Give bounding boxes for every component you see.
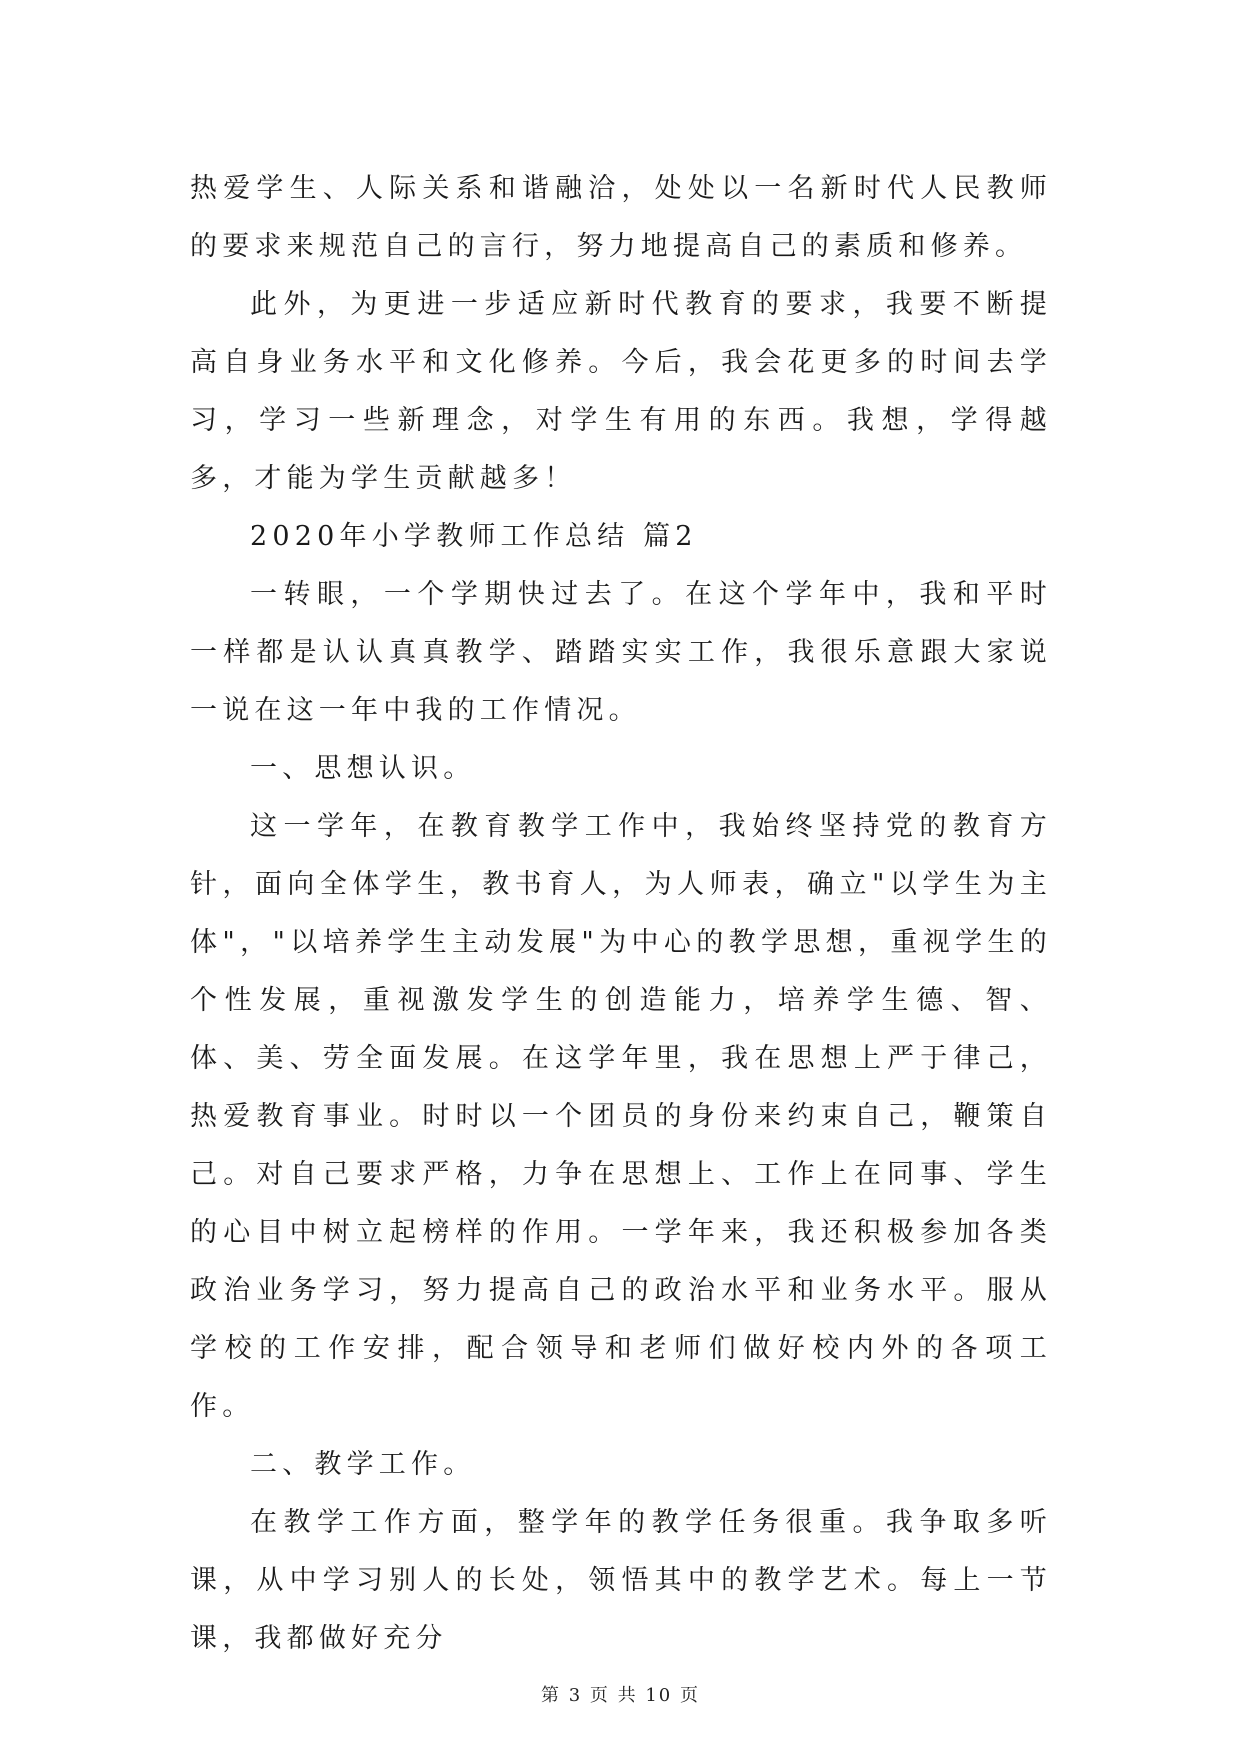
paragraph-intro: 一转眼，一个学期快过去了。在这个学年中，我和平时一样都是认认真真教学、踏踏实实工作，我很乐意跟大家说一说在这一年中我的工作情况。 — [190, 579, 1052, 726]
section-title: 2020年小学教师工作总结 篇2 — [250, 521, 698, 552]
paragraph-continuation: 热爱学生、人际关系和谐融洽，处处以一名新时代人民教师的要求来规范自己的言行，努力地提高自己的素质和修养。 — [190, 173, 1052, 262]
document-body — [190, 160, 1052, 1668]
heading-ideology: 一、思想认识。 — [250, 753, 476, 784]
paragraph-teaching: 在教学工作方面，整学年的教学任务很重。我争取多听课，从中学习别人的长处，领悟其中的教学艺术。每上一节课，我都做好充分 — [190, 1507, 1052, 1654]
paragraph-self-improvement: 此外，为更进一步适应新时代教育的要求，我要不断提高自身业务水平和文化修养。今后，我会花更多的时间去学习，学习一些新理念，对学生有用的东西。我想，学得越多，才能为学生贡献越多！ — [190, 289, 1052, 494]
heading-teaching: 二、教学工作。 — [250, 1449, 476, 1480]
paragraph-ideology: 这一学年，在教育教学工作中，我始终坚持党的教育方针，面向全体学生，教书育人，为人师表，确立"以学生为主体"，"以培养学生主动发展"为中心的教学思想，重视学生的个性发展，重视激发学生的创造能力，培养学生德、智、体、美、劳全面发展。在这学年里，我在思想上严于律己，热爱教育事业。时时以一个团员的身份来约束自己，鞭策自己。对自己要求严格，力争在思想上、工作上在同事、学生的心目中树立起榜样的作用。一学年来，我还积极参加各类政治业务学习，努力提高自己的政治水平和业务水平。服从学校的工作安排，配合领导和老师们做好校内外的各项工作。 — [190, 811, 1052, 1422]
page-number-footer: 第 3 页 共 10 页 — [541, 1685, 700, 1706]
